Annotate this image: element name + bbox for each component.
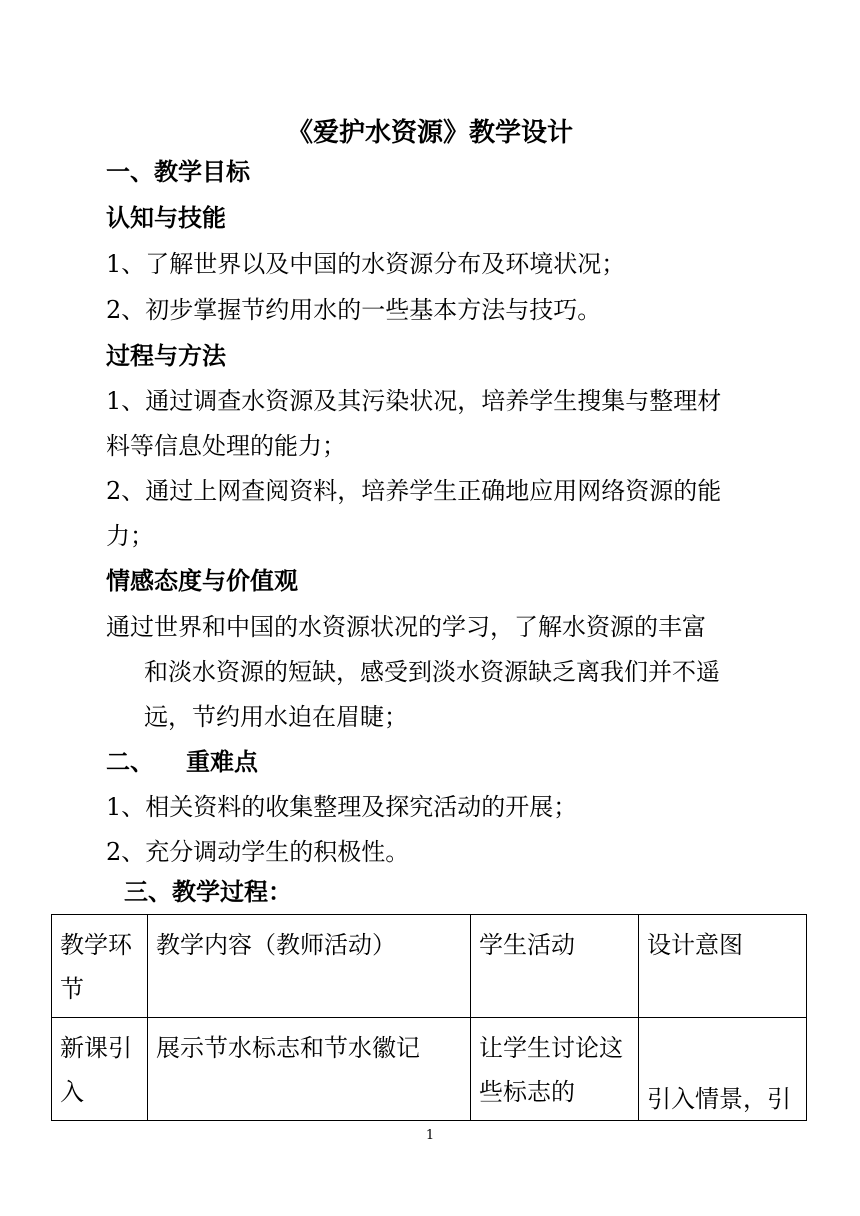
section-heading-key-number: 二、 bbox=[106, 748, 154, 776]
subheading-process: 过程与方法 bbox=[106, 342, 226, 370]
table-header-row bbox=[52, 915, 807, 1018]
cell-content: 展示节水标志和节水徽记 bbox=[148, 1018, 471, 1121]
section-heading-goals: 一、教学目标 bbox=[106, 158, 250, 186]
process-item-1-line-1: 1、通过调查水资源及其污染状况，培养学生搜集与整理材 bbox=[106, 387, 722, 415]
cell-stage: 新课引入 bbox=[52, 1018, 148, 1121]
section-heading-teaching-process: 三、教学过程： bbox=[124, 878, 292, 906]
emotion-line-3: 远，节约用水迫在眉睫； bbox=[144, 703, 408, 731]
cell-intent bbox=[639, 1018, 807, 1121]
cognition-item-1: 1、了解世界以及中国的水资源分布及环境状况； bbox=[106, 250, 626, 278]
cell-student: 让学生讨论这些标志的 bbox=[471, 1018, 639, 1121]
cell-intent-text: 引入情景，引 bbox=[647, 1085, 791, 1113]
process-item-1-line-2: 料等信息处理的能力； bbox=[106, 432, 346, 460]
table-row bbox=[52, 1018, 807, 1121]
emotion-line-1: 通过世界和中国的水资源状况的学习，了解水资源的丰富 bbox=[106, 613, 706, 641]
teaching-process-table bbox=[51, 914, 807, 1121]
key-item-2: 2、充分调动学生的积极性。 bbox=[106, 838, 410, 866]
header-stage: 教学环节 bbox=[52, 915, 148, 1018]
subheading-cognition: 认知与技能 bbox=[106, 204, 226, 232]
process-item-2-line-2: 力； bbox=[106, 522, 154, 550]
header-content: 教学内容（教师活动） bbox=[148, 915, 471, 1018]
emotion-line-2: 和淡水资源的短缺，感受到淡水资源缺乏离我们并不遥 bbox=[144, 658, 720, 686]
process-item-2-line-1: 2、通过上网查阅资料，培养学生正确地应用网络资源的能 bbox=[106, 477, 722, 505]
header-student: 学生活动 bbox=[471, 915, 639, 1018]
key-item-1: 1、相关资料的收集整理及探究活动的开展； bbox=[106, 793, 578, 821]
document-title: 《爱护水资源》教学设计 bbox=[286, 118, 573, 148]
subheading-emotion: 情感态度与价值观 bbox=[106, 567, 298, 595]
page-number: 1 bbox=[425, 1128, 435, 1143]
cognition-item-2: 2、初步掌握节约用水的一些基本方法与技巧。 bbox=[106, 296, 602, 324]
header-intent: 设计意图 bbox=[639, 915, 807, 1018]
section-heading-key-text: 重难点 bbox=[186, 748, 258, 776]
